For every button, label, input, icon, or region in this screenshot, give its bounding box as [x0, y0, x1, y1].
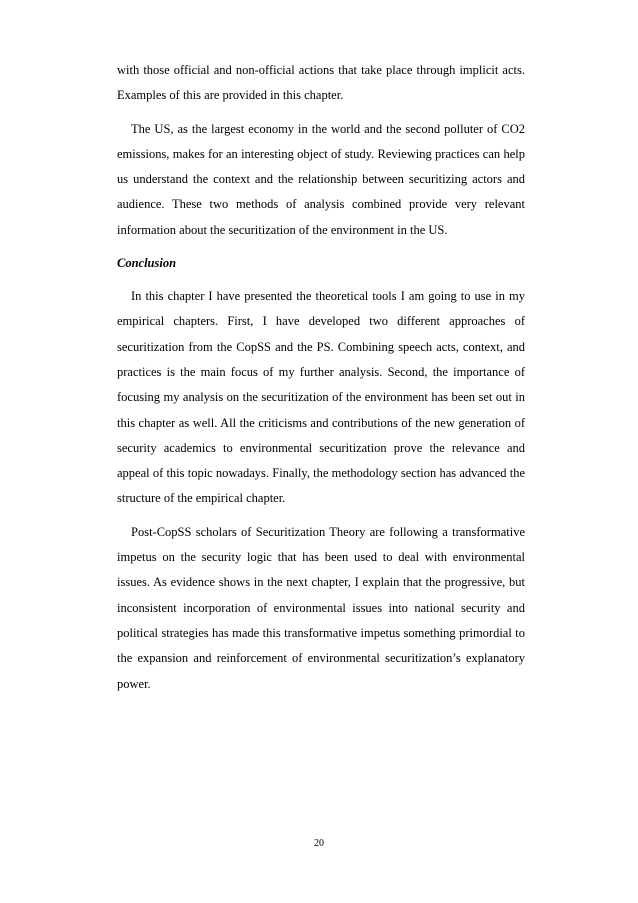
page-body [117, 58, 525, 697]
paragraph-continuation: with those official and non-official actions that take place through implicit acts. Examples of this are provided in this chapter. [117, 63, 525, 103]
paragraph-gap [117, 276, 525, 284]
page-number: 20 [314, 838, 324, 849]
paragraph-gap [117, 109, 525, 117]
paragraph-gap [117, 512, 525, 520]
paragraph-gap [117, 243, 525, 251]
paragraph-conclusion-summary: In this chapter I have presented the theoretical tools I am going to use in my empirical chapters. First, I have developed two different approaches of securitization from the CopSS and the PS. Combining speech acts, context, and practices is the main focus of my further analysis. Second, the importance of focusing my analysis on the securitization of the environment has been set out in this chapter as well. All the criticisms and contributions of the new generation of security academics to environmental securitization prove the relevance and appeal of this topic nowadays. Finally, the methodology section has advanced the structure of the empirical chapter. [117, 289, 525, 506]
section-heading-conclusion: Conclusion [117, 256, 177, 271]
paragraph-post-copss: Post-CopSS scholars of Securitization Theory are following a transformative impetus on the security logic that has been used to deal with environmental issues. As evidence shows in the next chapter, I explain that the progressive, but inconsistent incorporation of environmental issues into national security and political strategies has made this transformative impetus something primordial to the expansion and reinforcement of environmental securitization’s explanatory power. [117, 524, 525, 691]
paragraph-us-case: The US, as the largest economy in the world and the second polluter of CO2 emissions, makes for an interesting object of study. Reviewing practices can help us understand the context and the relationship between securitizing actors and audience. These two methods of analysis combined provide very relevant information about the securitization of the environment in the US. [117, 121, 525, 237]
